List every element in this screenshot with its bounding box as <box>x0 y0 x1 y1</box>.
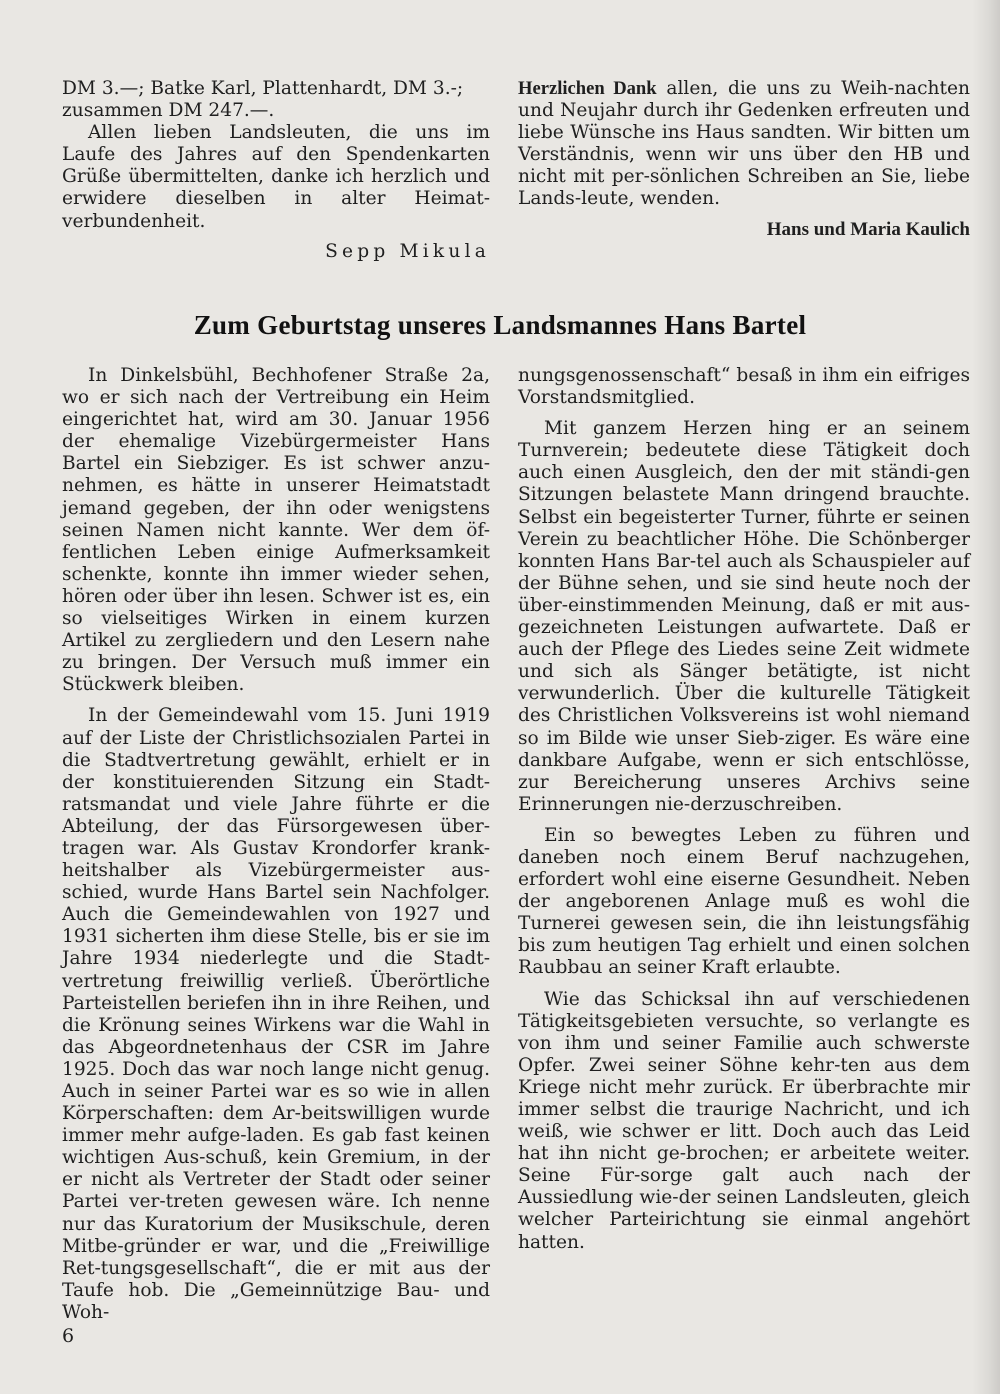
donation-line: DM 3.—; Batke Karl, Plattenhardt, DM 3.-; <box>62 78 464 99</box>
article-paragraph: In der Gemeindewahl vom 15. Juni 1919 auf der Liste der Christlichsozialen Partei in die Stadtvertretung gewählt, erhielt er in der konstituierenden Sitzung ein Stadt-ratsmandat und viele Jahre führte er die Abteilung, der das Fürsorgewesen über-tragen war. Als Gustav Krondorfer krank-heitshalber als Vizebürgermeister aus-schied, wurde Hans Bartel sein Nachfolger. Auch die Gemeindewahlen von 1927 und 1931 sicherten ihm diese Stelle, bis er sie im Jahre 1934 niederlegte und die Stadt-vertretung freiwillig verließ. Überörtliche Parteistellen beriefen ihn in ihre Reihen, und die Krönung seines Wirkens war die Wahl in das Abgeordnetenhaus der CSR im Jahre 1925. Doch das war noch lange nicht genug. Auch in seiner Partei war es so wie in allen Körperschaften: dem Ar-beitswilligen wurde immer mehr aufge-laden. Es gab fast keinen wichtigen Aus-schuß, kein Gremium, in der er nicht als Vertreter der Stadt oder seiner Partei ver-treten gewesen wäre. Ich nenne nur das Kuratorium der Musikschule, deren Mitbe-gründer er war, und die „Freiwillige Ret-tungsgesellschaft“, die er mit aus der Taufe hob. Die „Gemeinnützige Bau- und Woh- <box>62 705 490 1323</box>
donation-total: zusammen DM 247.—. <box>62 100 275 122</box>
signature-kaulich: Hans und Maria Kaulich <box>766 218 970 240</box>
article-column-left <box>62 365 490 1324</box>
thanks-lead: Herzlichen Dank <box>518 78 657 99</box>
thanks-notice <box>518 78 970 241</box>
donation-notice <box>62 78 490 263</box>
page-number: 6 <box>62 1325 75 1347</box>
article-paragraph: Ein so bewegtes Leben zu führen und daneben noch einem Beruf nachzugehen, erfordert wohl eine eiserne Gesundheit. Neben der angeborenen Anlage muß es wohl die Turnerei gewesen sein, die ihn leistungsfähig bis zum heutigen Tag erhielt und einen solchen Raubbau an seiner Kraft erlaubte. <box>518 824 970 979</box>
article-title: Zum Geburtstag unseres Landsmannes Hans Bartel <box>193 310 807 340</box>
article-paragraph: Mit ganzem Herzen hing er an seinem Turnverein; bedeutete diese Tätigkeit doch auch einen Ausgleich, den der mit ständi-gen Sitzungen belastete Mann dringend brauchte. Selbst ein begeisterter Turner, führte er seinen Verein zu beachtlicher Höhe. Die Schönberger konnten Hans Bar-tel auch als Schauspieler auf der Bühne sehen, und sie sind heute noch der über-einstimmenden Meinung, daß er mit aus-gezeichneten Leistungen aufwartete. Daß er auch der Pflege des Liedes seine Zeit widmete und sich als Sänger betätigte, ist nicht verwunderlich. Über die kulturelle Tätigkeit des Christlichen Volksvereins ist wohl niemand so im Bilde wie unser Sieb-ziger. Es wäre eine dankbare Aufgabe, wenn er sich entschlösse, zur Bereicherung unseres Archivs seine Erinnerungen nie-derzuschreiben. <box>518 418 970 815</box>
scan-shadow-edge <box>972 0 1000 1394</box>
donation-thanks-paragraph: Allen lieben Landsleuten, die uns im Laufe des Jahres auf den Spendenkarten Grüße übermittelten, danke ich herzlich und erwidere dieselben in alter Heimat-verbundenheit. <box>62 122 490 232</box>
article-column-right <box>518 365 970 1254</box>
article-paragraph: Wie das Schicksal ihn auf verschiedenen Tätigkeitsgebieten versuchte, so verlangte es von ihm und seiner Familie auch schwerste Opfer. Zwei seiner Söhne kehr-ten aus dem Kriege nicht mehr zurück. Er überbrachte mir immer selbst die traurige Nachricht, und ich weiß, wie schwer er litt. Doch auch das Leid hat ihn nicht ge-brochen; er arbeitete weiter. Seine Für-sorge galt auch nach der Aussiedlung wie-der seinen Landsleuten, gleich welcher Parteirichtung sie einmal angehört hatten. <box>518 988 970 1253</box>
article-paragraph: In Dinkelsbühl, Bechhofener Straße 2a, wo er sich nach der Vertreibung ein Heim eingerichtet hat, wird am 30. Januar 1956 der ehemalige Vizebürgermeister Hans Bartel ein Siebziger. Es ist schwer anzu-nehmen, es hätte in unserer Heimatstadt jemand gegeben, der ihn oder wenigstens seinen Namen nicht kannte. Wer dem öf-fentlichen Leben einige Aufmerksamkeit schenkte, konnte ihn immer wieder sehen, hören oder über ihn lesen. Schwer ist es, ein so vielseitiges Wirken in einem kurzen Artikel zu zergliedern und den Lesern nahe zu bringen. Der Versuch muß immer ein Stückwerk bleiben. <box>62 365 490 696</box>
article-paragraph: nungsgenossenschaft“ besaß in ihm ein eifriges Vorstandsmitglied. <box>518 365 970 409</box>
thanks-paragraph: allen, die uns zu Weih-nachten und Neujahr durch ihr Gedenken erfreuten und liebe Wünsche ins Haus sandten. Wir bitten um Verständnis, wenn wir uns über den HB und nicht mit per-sönlichen Schreiben an Sie, liebe Lands-leute, wenden. <box>518 78 970 210</box>
signature-sepp-mikula: Sepp Mikula <box>325 240 490 262</box>
